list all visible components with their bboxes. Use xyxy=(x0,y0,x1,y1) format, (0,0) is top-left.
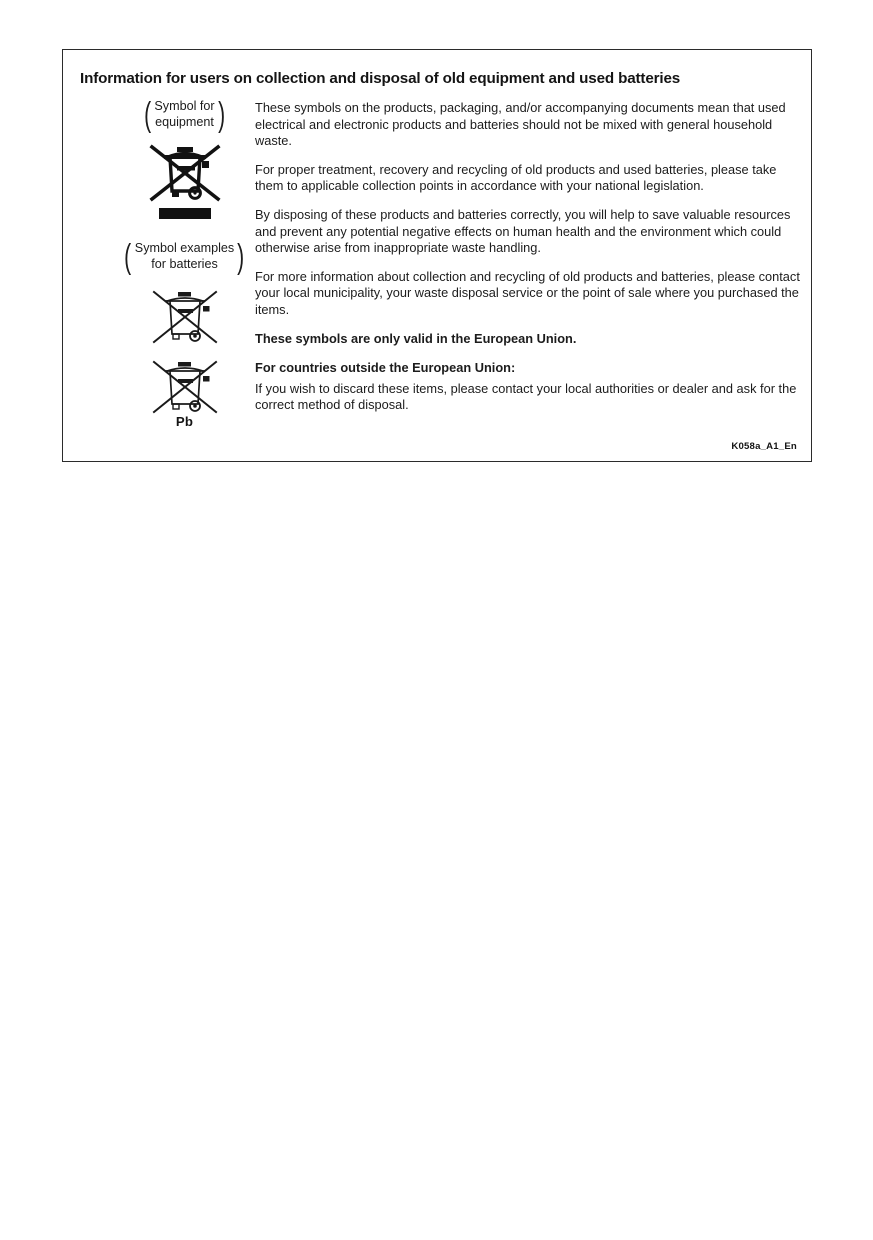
crossed-out-wheelie-bin-equipment-icon xyxy=(146,139,224,203)
page-title: Information for users on collection and disposal of old equipment and used batteries xyxy=(80,70,681,87)
caption-equipment-line2: equipment xyxy=(155,114,214,129)
paragraph-more-information: For more information about collection and recycling of old products and batteries, please contact your local municipality, your waste disposal service or the point of sale where you purchased the items. xyxy=(255,268,800,317)
caption-batteries-line2: for batteries xyxy=(151,256,218,271)
paragraph-outside-eu-body: If you wish to discard these items, please contact your local authorities or dealer and ask for the correct method of disposal. xyxy=(255,380,797,413)
notice-box xyxy=(62,49,812,462)
notice-content xyxy=(63,95,811,439)
document-code: K058a_A1_En xyxy=(731,441,797,452)
battery-lead-label: Pb xyxy=(175,414,194,430)
caption-equipment-text xyxy=(153,99,215,130)
paragraph-eu-validity: These symbols are only valid in the European Union. xyxy=(255,330,577,346)
caption-batteries-line1: Symbol examples xyxy=(134,241,235,256)
paren-open-icon: ( xyxy=(144,95,152,134)
caption-symbol-examples-for-batteries xyxy=(92,237,278,276)
notice-text-column xyxy=(255,100,802,414)
crossed-out-wheelie-bin-battery-icon xyxy=(146,282,224,345)
caption-equipment-line1: Symbol for xyxy=(154,99,215,113)
paragraph-proper-treatment: For proper treatment, recovery and recycling of old products and used batteries, please take them to applicable collection points in accordance with your national legislation. xyxy=(255,161,777,194)
paren-close-icon: ) xyxy=(217,95,225,134)
paren-open-icon: ( xyxy=(124,237,132,276)
paragraph-correct-disposal-benefits: By disposing of these products and batteries correctly, you will help to save valuable resources and prevent any potential negative effects on human health and the environment which could otherwise arise from inappropriate waste handling. xyxy=(255,206,791,256)
weee-solid-bar-icon xyxy=(159,208,211,219)
paragraph-symbols-meaning: These symbols on the products, packaging, and/or accompanying documents mean that used electrical and electronic products and batteries should not be mixed with general household waste. xyxy=(255,100,786,149)
crossed-out-wheelie-bin-battery-lead-icon xyxy=(146,352,224,415)
paragraph-outside-eu-heading: For countries outside the European Union: xyxy=(255,360,516,376)
caption-symbol-for-equipment xyxy=(102,95,267,134)
paren-close-icon: ) xyxy=(237,237,245,276)
caption-batteries-text xyxy=(134,241,235,272)
